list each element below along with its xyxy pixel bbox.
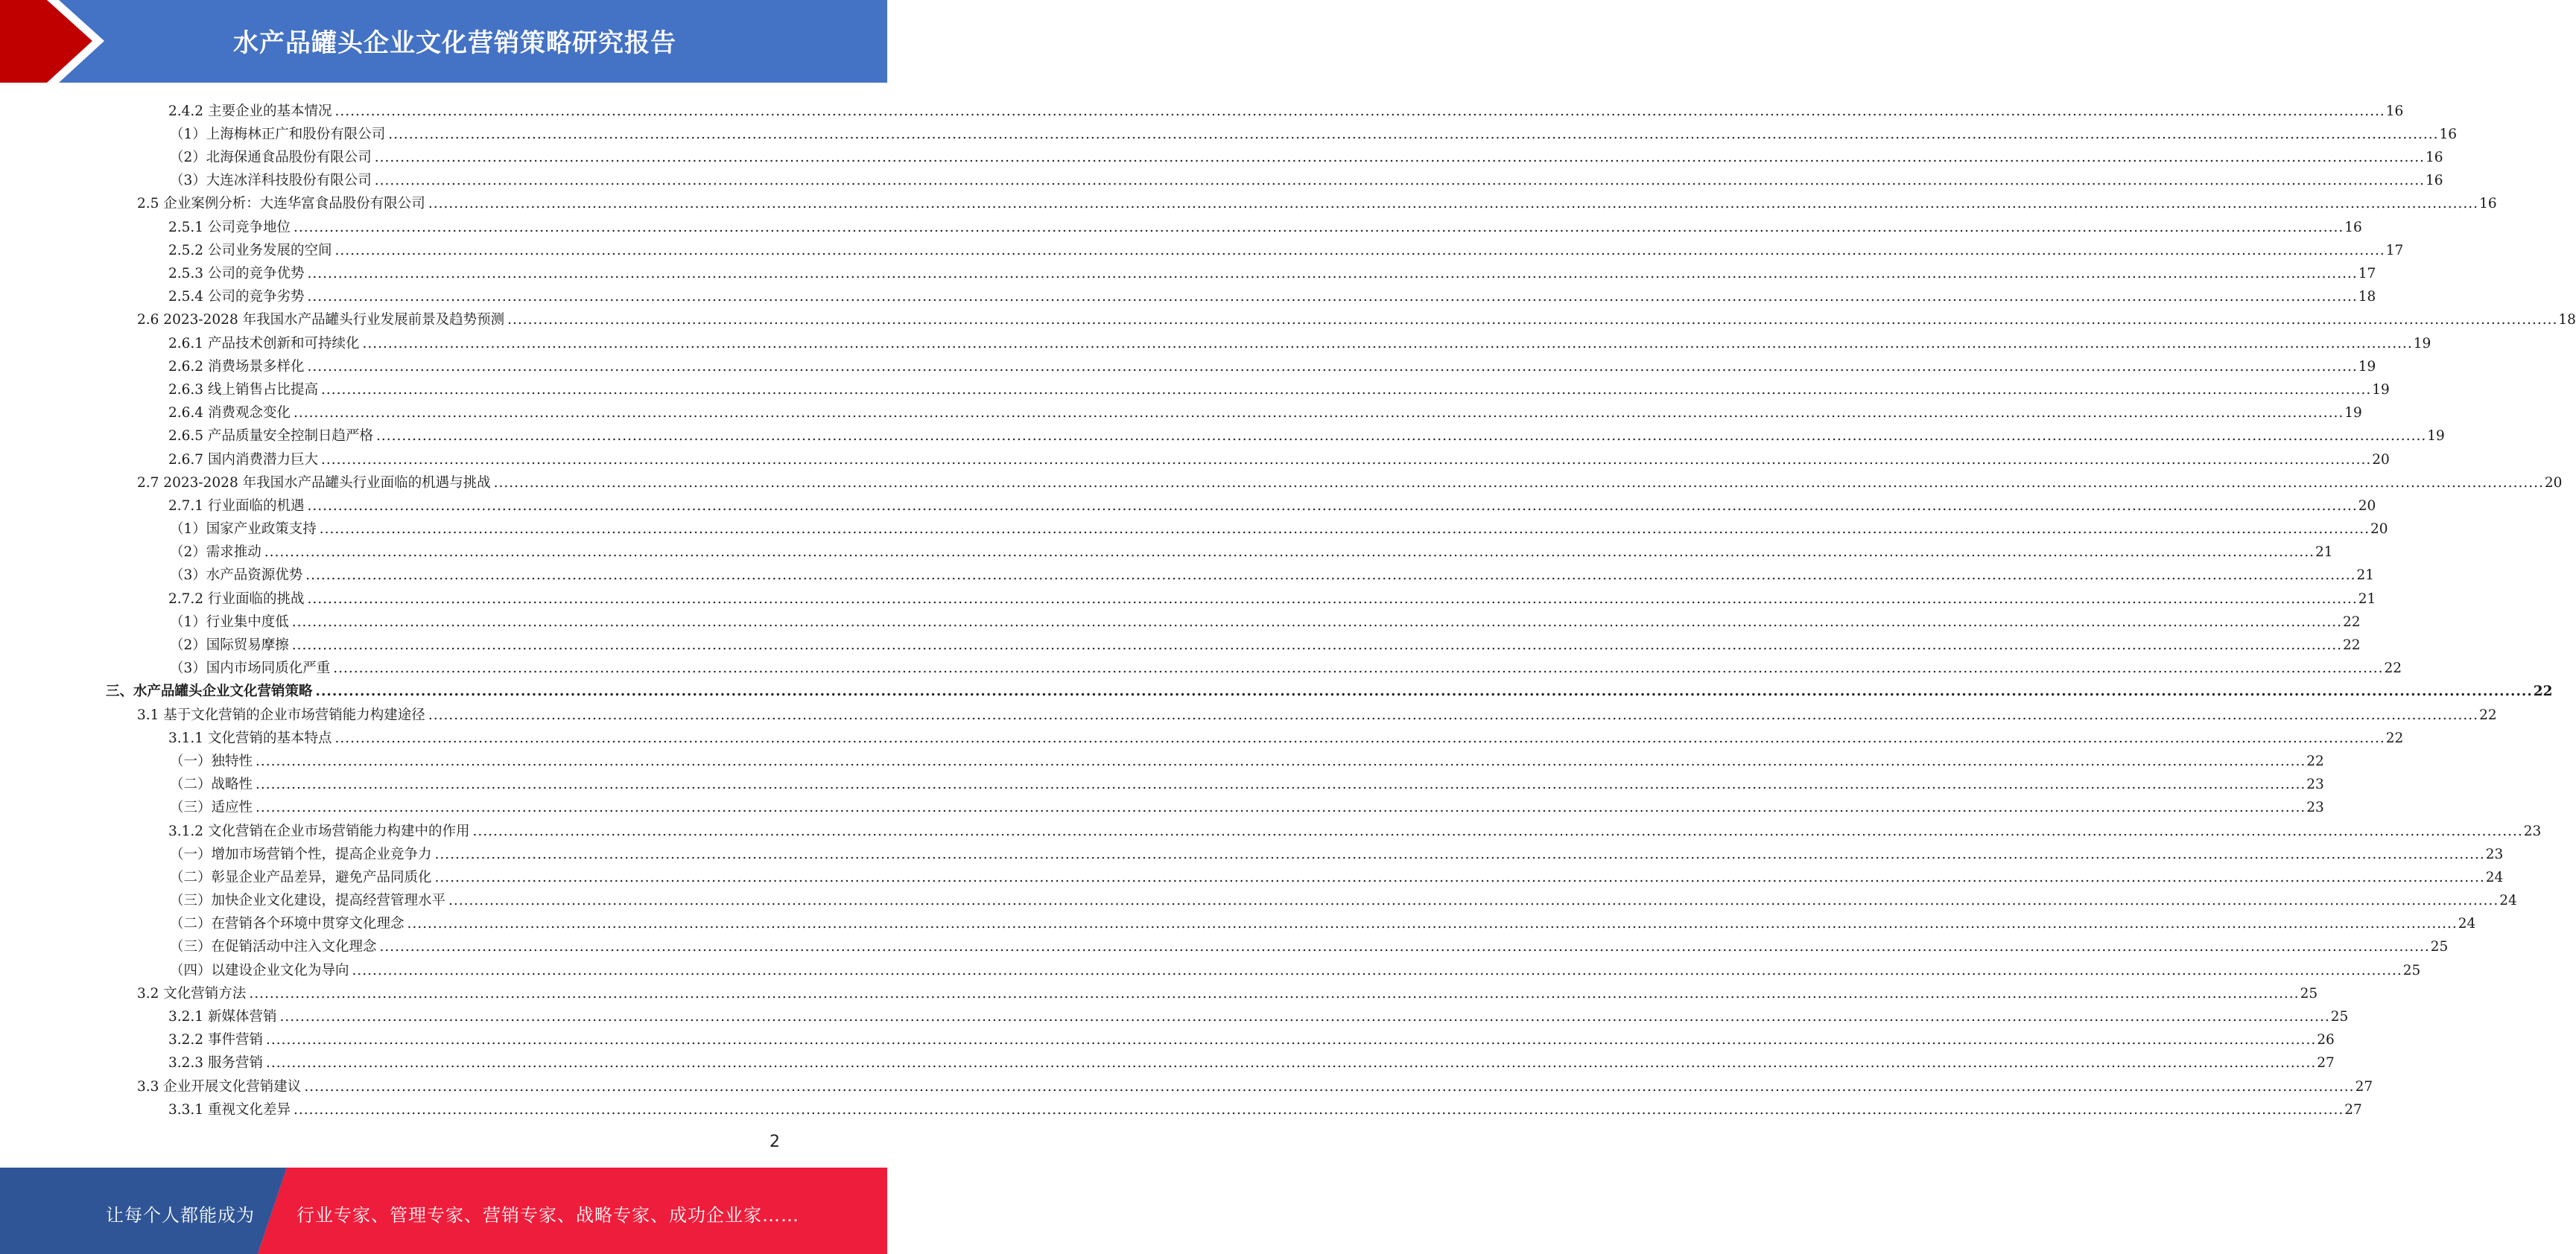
toc-entry[interactable] [0, 885, 2517, 909]
toc-entry-title: （二）在营销各个环境中贯穿文化理念 [170, 916, 405, 932]
toc-entry[interactable] [0, 141, 2443, 166]
toc-entry-title: 3.2.3 服务营销 [168, 1055, 263, 1072]
toc-entry-page: 20 [2358, 497, 2376, 514]
page-number: 2 [770, 1133, 780, 1151]
dot-leader: ................................................................................................................................................................................................................................................................................................................................................................................................................ [307, 266, 2358, 281]
dot-leader: ................................................................................................................................................................................................................................................................................................................................................................................................................ [352, 962, 2402, 978]
toc-entry[interactable] [0, 699, 2497, 723]
toc-entry-title: 3.1 基于文化营销的企业市场营销能力构建途径 [137, 707, 425, 723]
dot-leader: ................................................................................................................................................................................................................................................................................................................................................................................................................ [293, 219, 2344, 235]
toc-entry-title: （2）需求推动 [170, 544, 261, 561]
toc-entry-page: 24 [2458, 916, 2476, 932]
toc-entry[interactable] [0, 838, 2504, 862]
toc-entry[interactable] [0, 653, 2402, 677]
toc-entry-title: 2.6.2 消费场景多样化 [168, 358, 305, 375]
toc-entry-title: （四）以建设企业文化为导向 [170, 962, 349, 978]
toc-entry-title: （一）独特性 [170, 753, 253, 769]
toc-entry-title: 2.7 2023-2028 年我国水产品罐头行业面临的机遇与挑战 [137, 474, 491, 491]
toc-entry-title: 2.4.2 主要企业的基本情况 [168, 103, 332, 119]
toc-entry-page: 22 [2306, 753, 2324, 769]
toc-entry-page: 22 [2343, 637, 2361, 653]
toc-entry-title: （3）水产品资源优势 [170, 567, 303, 584]
dot-leader: ................................................................................................................................................................................................................................................................................................................................................................................................................ [434, 846, 2485, 862]
toc-entry-page: 25 [2300, 985, 2318, 1002]
footer-roles: 行业专家、管理专家、营销专家、战略专家、成功企业家…… [296, 1205, 799, 1226]
dot-leader: ................................................................................................................................................................................................................................................................................................................................................................................................................ [374, 150, 2426, 166]
dot-leader: ................................................................................................................................................................................................................................................................................................................................................................................................................ [334, 103, 2385, 119]
toc-entry-page: 19 [2413, 335, 2431, 351]
toc-entry[interactable] [0, 397, 2362, 421]
dot-leader: ................................................................................................................................................................................................................................................................................................................................................................................................................ [293, 405, 2344, 421]
toc-entry-title: 2.7.1 行业面临的机遇 [168, 497, 305, 514]
toc-entry[interactable] [0, 188, 2497, 212]
dot-leader: ................................................................................................................................................................................................................................................................................................................................................................................................................ [307, 497, 2358, 514]
dot-leader: ................................................................................................................................................................................................................................................................................................................................................................................................................ [428, 707, 2479, 723]
toc-entry[interactable] [0, 1001, 2349, 1025]
toc-entry-page: 23 [2485, 846, 2504, 862]
toc-entry[interactable] [0, 1094, 2362, 1118]
toc-entry[interactable] [0, 792, 2324, 816]
toc-entry-title: 2.6 2023-2028 年我国水产品罐头行业发展前景及趋势预测 [137, 312, 505, 328]
toc-entry-page: 22 [2479, 707, 2497, 723]
toc-entry-page: 16 [2426, 173, 2443, 189]
toc-entry[interactable] [0, 374, 2390, 398]
toc-entry-page: 27 [2344, 1101, 2362, 1118]
toc-entry[interactable] [0, 258, 2376, 281]
toc-entry-title: （三）在促销活动中注入文化理念 [170, 939, 377, 955]
toc-entry-page: 23 [2306, 800, 2324, 816]
dot-leader: ................................................................................................................................................................................................................................................................................................................................................................................................................ [334, 242, 2385, 258]
header-band [0, 0, 887, 83]
toc-entry[interactable] [0, 629, 2361, 653]
dot-leader: ................................................................................................................................................................................................................................................................................................................................................................................................................ [333, 661, 2384, 677]
dot-leader: ................................................................................................................................................................................................................................................................................................................................................................................................................ [307, 591, 2358, 607]
toc-entry[interactable] [0, 768, 2324, 793]
dot-leader: ................................................................................................................................................................................................................................................................................................................................................................................................................ [375, 428, 2427, 445]
toc-entry-page: 20 [2544, 474, 2563, 491]
toc-entry-title: 3.1.1 文化营销的基本特点 [168, 730, 332, 746]
toc-entry-title: 3.2.2 事件营销 [168, 1032, 263, 1048]
dot-leader: ................................................................................................................................................................................................................................................................................................................................................................................................................ [265, 1032, 2317, 1048]
toc-entry[interactable] [0, 932, 2449, 955]
dot-leader: ................................................................................................................................................................................................................................................................................................................................................................................................................ [434, 869, 2485, 885]
toc-entry-page: 20 [2370, 521, 2388, 538]
footer-slogan: 让每个人都能成为 [106, 1205, 255, 1226]
toc-entry-title: （3）国内市场同质化严重 [170, 661, 331, 677]
toc-entry-page: 22 [2343, 614, 2361, 630]
toc-entry[interactable] [0, 467, 2563, 491]
footer-band [0, 1168, 887, 1254]
toc-entry[interactable] [0, 421, 2445, 445]
toc-entry[interactable] [0, 1025, 2335, 1048]
toc-entry[interactable] [0, 862, 2504, 885]
toc-entry[interactable] [0, 955, 2421, 978]
dot-leader: ................................................................................................................................................................................................................................................................................................................................................................................................................ [307, 358, 2358, 375]
toc-entry-title: 2.5.3 公司的竞争优势 [168, 266, 305, 281]
toc-entry[interactable] [0, 328, 2431, 351]
toc-entry-title: 2.6.4 消费观念变化 [168, 405, 291, 421]
toc-entry-title: 2.7.2 行业面临的挑战 [168, 591, 305, 607]
toc-entry-page: 24 [2499, 893, 2517, 909]
dot-leader: ................................................................................................................................................................................................................................................................................................................................................................................................................ [472, 823, 2523, 839]
toc-entry[interactable] [0, 583, 2376, 607]
dot-leader: ................................................................................................................................................................................................................................................................................................................................................................................................................ [319, 521, 2370, 538]
toc-entry-page: 24 [2485, 869, 2504, 885]
dot-leader: ................................................................................................................................................................................................................................................................................................................................................................................................................ [362, 335, 2413, 351]
toc-entry-page: 17 [2385, 242, 2404, 258]
toc-entry[interactable] [0, 722, 2404, 746]
toc-entry-page: 21 [2356, 567, 2375, 584]
toc-entry-page: 20 [2372, 451, 2390, 468]
toc-entry[interactable] [0, 908, 2476, 932]
toc-entry-title: 2.6.1 产品技术创新和可持续化 [168, 335, 360, 351]
dot-leader: ................................................................................................................................................................................................................................................................................................................................................................................................................ [291, 637, 2343, 653]
toc-entry[interactable] [0, 815, 2542, 839]
toc-entry-title: 2.6.7 国内消费潜力巨大 [168, 451, 318, 468]
toc-entry[interactable] [0, 676, 2553, 700]
dot-leader: ................................................................................................................................................................................................................................................................................................................................................................................................................ [334, 730, 2385, 746]
toc-entry-title: （二）彰显企业产品差异，避免产品同质化 [170, 869, 432, 885]
toc-entry-title: 3.3.1 重视文化差异 [168, 1101, 291, 1118]
toc-entry-title: （三）加快企业文化建设，提高经营管理水平 [170, 893, 446, 909]
toc-entry[interactable] [0, 211, 2362, 235]
toc-entry-title: （1）国家产业政策支持 [170, 521, 317, 538]
dot-leader: ................................................................................................................................................................................................................................................................................................................................................................................................................ [304, 1078, 2355, 1095]
toc-entry-page: 25 [2430, 939, 2449, 955]
toc-entry-page: 27 [2317, 1055, 2335, 1072]
toc-entry-page: 23 [2306, 777, 2324, 793]
table-of-contents [0, 95, 2576, 1118]
toc-entry-title: （1）行业集中度低 [170, 614, 289, 630]
toc-entry-page: 19 [2344, 405, 2362, 421]
toc-entry[interactable] [0, 745, 2324, 769]
toc-entry-title: 2.5.2 公司业务发展的空间 [168, 242, 332, 258]
dot-leader: ................................................................................................................................................................................................................................................................................................................................................................................................................ [320, 381, 2372, 398]
toc-entry-page: 21 [2315, 544, 2333, 561]
dot-leader: ................................................................................................................................................................................................................................................................................................................................................................................................................ [256, 800, 2306, 816]
toc-entry-title: （3）大连冰洋科技股份有限公司 [170, 173, 372, 189]
toc-entry[interactable] [0, 444, 2390, 468]
toc-entry[interactable] [0, 281, 2376, 305]
toc-entry-page: 23 [2523, 823, 2542, 839]
toc-entry-page: 25 [2330, 1009, 2349, 1025]
dot-leader: ................................................................................................................................................................................................................................................................................................................................................................................................................ [279, 1009, 2330, 1025]
toc-entry-title: 3.3 企业开展文化营销建议 [137, 1078, 302, 1095]
toc-entry-page: 22 [2385, 730, 2404, 746]
toc-entry-page: 16 [2385, 103, 2404, 119]
toc-entry-page: 26 [2317, 1032, 2335, 1048]
dot-leader: ................................................................................................................................................................................................................................................................................................................................................................................................................ [507, 312, 2558, 328]
toc-entry[interactable] [0, 490, 2376, 514]
toc-entry-page: 16 [2479, 196, 2497, 212]
toc-entry[interactable] [0, 537, 2333, 561]
toc-entry[interactable] [0, 606, 2361, 630]
toc-entry-title: （二）战略性 [170, 777, 253, 793]
dot-leader: ................................................................................................................................................................................................................................................................................................................................................................................................................ [291, 614, 2343, 630]
toc-entry[interactable] [0, 560, 2375, 584]
toc-entry-title: 2.6.5 产品质量安全控制日趋严格 [168, 428, 373, 445]
toc-entry[interactable] [0, 95, 2404, 119]
toc-entry-page: 19 [2427, 428, 2445, 445]
toc-entry-title: 2.5.1 公司竞争地位 [168, 219, 291, 235]
dot-leader: ................................................................................................................................................................................................................................................................................................................................................................................................................ [374, 173, 2426, 189]
toc-entry-title: （2）北海保通食品股份有限公司 [170, 150, 372, 166]
toc-entry-page: 25 [2402, 962, 2421, 978]
dot-leader: ................................................................................................................................................................................................................................................................................................................................................................................................................ [448, 893, 2499, 909]
dot-leader: ................................................................................................................................................................................................................................................................................................................................................................................................................ [256, 753, 2306, 769]
toc-entry-title: 2.5.4 公司的竞争劣势 [168, 289, 305, 305]
toc-entry-page: 21 [2358, 591, 2376, 607]
toc-entry-title: 3.1.2 文化营销在企业市场营销能力构建中的作用 [168, 823, 470, 839]
toc-entry-page: 18 [2558, 312, 2576, 328]
dot-leader: ................................................................................................................................................................................................................................................................................................................................................................................................................ [315, 684, 2533, 700]
dot-leader: ................................................................................................................................................................................................................................................................................................................................................................................................................ [379, 939, 2430, 955]
toc-entry-title: （三）适应性 [170, 800, 253, 816]
toc-entry-title: （一）增加市场营销个性，提高企业竞争力 [170, 846, 432, 862]
toc-entry[interactable] [0, 1048, 2335, 1072]
toc-entry[interactable] [0, 978, 2318, 1002]
toc-entry-page: 18 [2358, 289, 2376, 305]
toc-entry[interactable] [0, 1071, 2373, 1095]
toc-entry-title: （2）国际贸易摩擦 [170, 637, 289, 653]
report-title: 水产品罐头企业文化营销策略研究报告 [233, 28, 676, 58]
toc-entry-page: 19 [2358, 358, 2376, 375]
dot-leader: ................................................................................................................................................................................................................................................................................................................................................................................................................ [305, 567, 2356, 584]
dot-leader: ................................................................................................................................................................................................................................................................................................................................................................................................................ [256, 777, 2306, 793]
toc-entry-page: 19 [2372, 381, 2390, 398]
toc-entry-page: 22 [2533, 684, 2553, 700]
toc-entry[interactable] [0, 513, 2388, 538]
toc-entry-page: 16 [2344, 219, 2362, 235]
toc-entry-title: （1）上海梅林正广和股份有限公司 [170, 126, 386, 142]
dot-leader: ................................................................................................................................................................................................................................................................................................................................................................................................................ [293, 1101, 2344, 1118]
toc-entry-page: 17 [2358, 266, 2376, 281]
toc-entry[interactable] [0, 305, 2576, 328]
toc-entry[interactable] [0, 165, 2443, 189]
dot-leader: ................................................................................................................................................................................................................................................................................................................................................................................................................ [307, 289, 2358, 305]
dot-leader: ................................................................................................................................................................................................................................................................................................................................................................................................................ [249, 985, 2300, 1002]
toc-entry-title: 三、水产品罐头企业文化营销策略 [106, 684, 313, 700]
dot-leader: ................................................................................................................................................................................................................................................................................................................................................................................................................ [264, 544, 2315, 561]
dot-leader: ................................................................................................................................................................................................................................................................................................................................................................................................................ [493, 474, 2544, 491]
toc-entry[interactable] [0, 118, 2458, 142]
dot-leader: ................................................................................................................................................................................................................................................................................................................................................................................................................ [265, 1055, 2317, 1072]
toc-entry-page: 16 [2426, 150, 2443, 166]
toc-entry-page: 22 [2384, 661, 2402, 677]
dot-leader: ................................................................................................................................................................................................................................................................................................................................................................................................................ [407, 916, 2458, 932]
dot-leader: ................................................................................................................................................................................................................................................................................................................................................................................................................ [320, 451, 2372, 468]
toc-entry-title: 2.6.3 线上销售占比提高 [168, 381, 318, 398]
toc-entry[interactable] [0, 351, 2376, 375]
toc-entry-title: 3.2 文化营销方法 [137, 985, 247, 1002]
toc-entry[interactable] [0, 235, 2404, 258]
toc-entry-title: 3.2.1 新媒体营销 [168, 1009, 277, 1025]
toc-entry-page: 16 [2439, 126, 2458, 142]
dot-leader: ................................................................................................................................................................................................................................................................................................................................................................................................................ [428, 196, 2479, 212]
toc-entry-title: 2.5 企业案例分析：大连华富食品股份有限公司 [137, 196, 425, 212]
dot-leader: ................................................................................................................................................................................................................................................................................................................................................................................................................ [388, 126, 2439, 142]
toc-entry-page: 27 [2355, 1078, 2373, 1095]
